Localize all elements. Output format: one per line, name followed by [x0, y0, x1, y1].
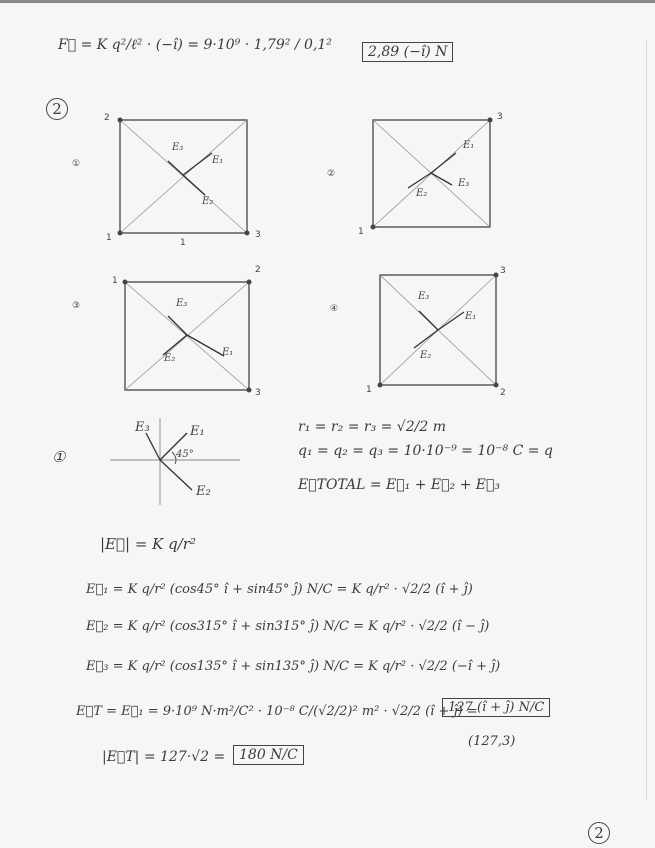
case-1-etotal: E⃗TOTAL = E⃗₁ + E⃗₂ + E⃗₃ — [298, 477, 501, 493]
square-2-vec-e1: E₁ — [463, 140, 475, 151]
square-4-case: ④ — [330, 304, 339, 314]
square-4-corner-3: 3 — [500, 266, 506, 276]
square-1-case: ① — [72, 159, 81, 169]
square-1-vec-e3: E₃ — [172, 142, 184, 153]
square-2-case: ② — [327, 169, 336, 179]
square-3-corner-2: 2 — [255, 265, 261, 275]
page-number: 2 — [588, 822, 610, 844]
case-1-r: r₁ = r₂ = r₃ = √2/2 m — [298, 419, 446, 435]
square-3-corner-3: 3 — [255, 388, 261, 398]
square-1-corner-1: 1 — [106, 233, 112, 243]
case-1-angle: 45° — [176, 449, 194, 460]
square-2-corner-1: 1 — [358, 227, 364, 237]
eq-e1: E⃗₁ = K q/r² (cos45° î + sin45° ĵ) N/C = K q/r² · √2/2 (î + ĵ) — [86, 582, 473, 597]
square-3-corner-1: 1 — [112, 276, 118, 286]
square-2-vec-e2: E₂ — [416, 188, 428, 199]
case-1-vec-e2: E₂ — [196, 484, 211, 499]
square-1-vec-e1: E₁ — [212, 155, 224, 166]
eq-mod-e: |E⃗| = K q/r² — [100, 535, 196, 553]
case-1-vec-e3: E₃ — [135, 420, 150, 435]
eq-mod-et-result: 180 N/C — [233, 745, 304, 765]
square-3-vec-e3: E₃ — [176, 298, 188, 309]
square-4-vec-e3: E₃ — [418, 291, 430, 302]
square-4-vec-e2: E₂ — [420, 350, 432, 361]
eq-e3: E⃗₃ = K q/r² (cos135° î + sin135° ĵ) N/C = K q/r² · √2/2 (−î + ĵ) — [86, 659, 501, 674]
square-4-corner-2: 2 — [500, 388, 506, 398]
top-equation-result: 2,89 (−î) N — [362, 42, 453, 62]
case-1-q: q₁ = q₂ = q₃ = 10·10⁻⁹ = 10⁻⁸ C = q — [298, 443, 553, 459]
square-4-corner-1: 1 — [366, 385, 372, 395]
square-4-vec-e1: E₁ — [465, 311, 477, 322]
square-3-case: ③ — [72, 301, 81, 311]
square-1-vec-e2: E₂ — [202, 196, 214, 207]
eq-et: E⃗T = E⃗₁ = 9·10⁹ N·m²/C² · 10⁻⁸ C/(√2/2)² m² · √2/2 (î + ĵ) = — [76, 704, 478, 719]
square-3-vec-e1: E₁ — [222, 347, 234, 358]
square-3-vec-e2: E₂ — [164, 353, 176, 364]
case-1-label: ① — [52, 448, 66, 466]
eq-e2: E⃗₂ = K q/r² (cos315° î + sin315° ĵ) N/C = K q/r² · √2/2 (î − ĵ) — [86, 619, 490, 634]
top-equation-lhs: F⃗ = K q²/ℓ² · (−î) = 9·10⁹ · 1,79² / 0,1² — [58, 37, 332, 53]
case-1-vec-e1: E₁ — [190, 424, 205, 439]
eq-mod-et: |E⃗T| = 127·√2 = — [102, 749, 226, 765]
problem-number: 2 — [46, 98, 68, 120]
square-1-corner-3: 3 — [255, 230, 261, 240]
square-1-corner-2: 2 — [104, 113, 110, 123]
square-2-vec-e3: E₃ — [458, 178, 470, 189]
square-2-corner-3: 3 — [497, 112, 503, 122]
eq-et-note: (127,3) — [468, 734, 516, 749]
eq-et-result: 127 (î + ĵ) N/C — [442, 698, 550, 717]
square-1-side: 1 — [180, 238, 186, 248]
